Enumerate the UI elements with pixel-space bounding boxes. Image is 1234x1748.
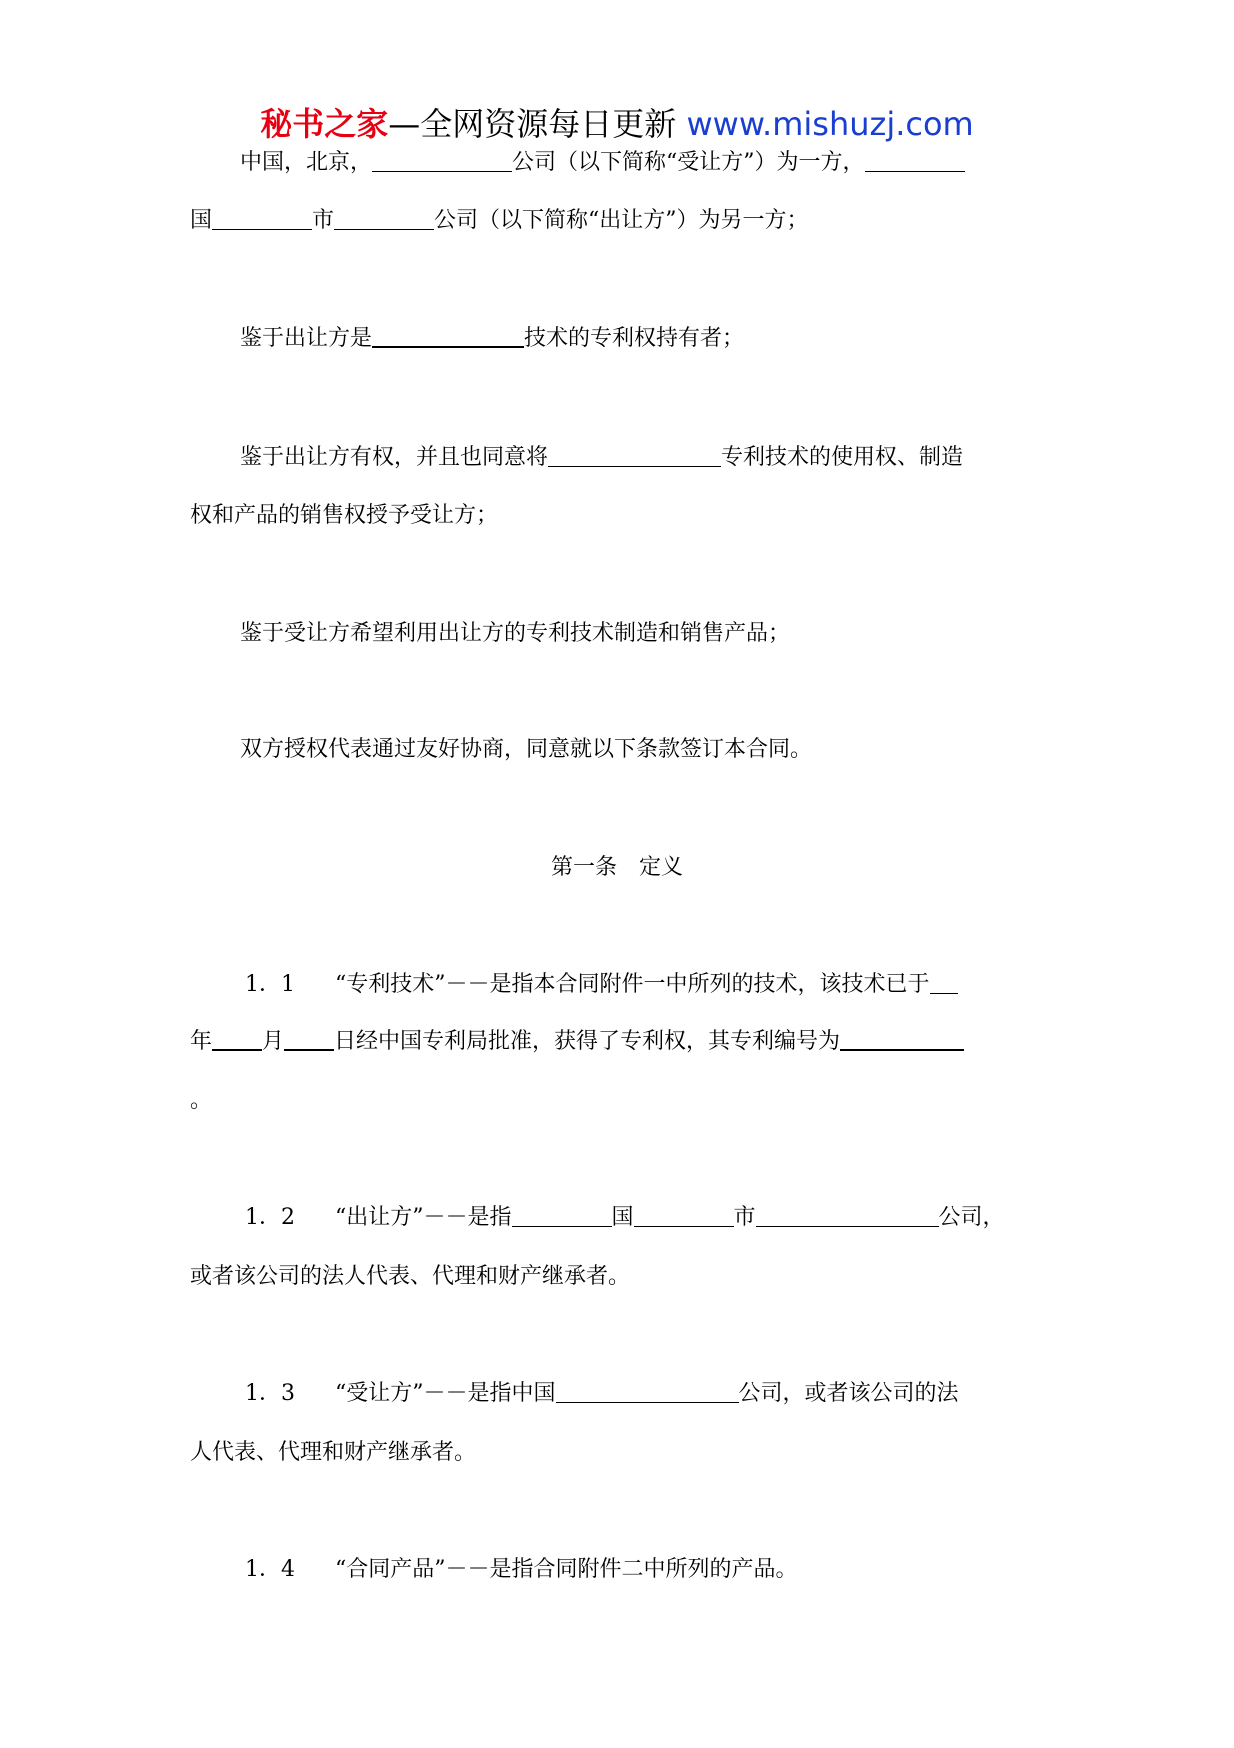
clause-1-3-line-1: 1．3 “受让方”－－是指中国 公司，或者该公司的法 [245, 1381, 959, 1406]
blank-line [634, 1204, 734, 1227]
blank-line [212, 1027, 262, 1051]
blank-line [840, 1027, 964, 1051]
clause-1-2-line-2: 或者该公司的法人代表、代理和财产继承者。 [190, 1264, 631, 1289]
article-1-heading: 第一条 定义 [550, 855, 683, 880]
blank-line [548, 444, 721, 467]
blank-line [334, 207, 434, 230]
blank-line [512, 1204, 612, 1227]
site-url: www.mishuzj.com [676, 105, 974, 143]
brand-name: 秘书之家 [260, 105, 389, 143]
clause-1-1-line-3: 。 [190, 1088, 213, 1113]
clause-1-4-line-1: 1．4 “合同产品”－－是指合同附件二中所列的产品。 [245, 1557, 798, 1582]
slogan: —全网资源每日更新 [388, 105, 677, 143]
site-watermark-header [0, 104, 1234, 144]
clause-1-2-line-1: 1．2 “出让方”－－是指 国 市 公司， [245, 1205, 1005, 1230]
blank-line [756, 1204, 939, 1227]
blank-line [284, 1027, 334, 1051]
preamble-line-4: 鉴于出让方有权，并且也同意将 专利技术的使用权、制造 [240, 445, 964, 470]
clause-1-1-line-2: 年 月 日经中国专利局批准，获得了专利权，其专利编号为 [190, 1027, 1040, 1057]
preamble-line-5: 权和产品的销售权授予受让方； [190, 503, 499, 528]
preamble-line-1: 中国，北京， 公司（以下简称“受让方”）为一方， [190, 148, 1040, 178]
clause-1-3-line-2: 人代表、代理和财产继承者。 [190, 1440, 477, 1465]
preamble-line-2: 国 市 公司（以下简称“出让方”）为另一方； [190, 208, 809, 233]
clause-1-1-line-1: 1．1 “专利技术”－－是指本合同附件一中所列的技术，该技术已于 [190, 970, 1040, 1000]
blank-line [556, 1380, 739, 1403]
blank-line [865, 149, 965, 172]
blank-line [930, 971, 958, 994]
preamble-line-7: 双方授权代表通过友好协商，同意就以下条款签订本合同。 [240, 737, 813, 762]
preamble-line-6: 鉴于受让方希望利用出让方的专利技术制造和销售产品； [240, 621, 791, 646]
blank-line [212, 207, 312, 230]
blank-line [372, 149, 512, 172]
preamble-line-3: 鉴于出让方是 技术的专利权持有者； [240, 326, 745, 351]
blank-line [372, 324, 524, 348]
